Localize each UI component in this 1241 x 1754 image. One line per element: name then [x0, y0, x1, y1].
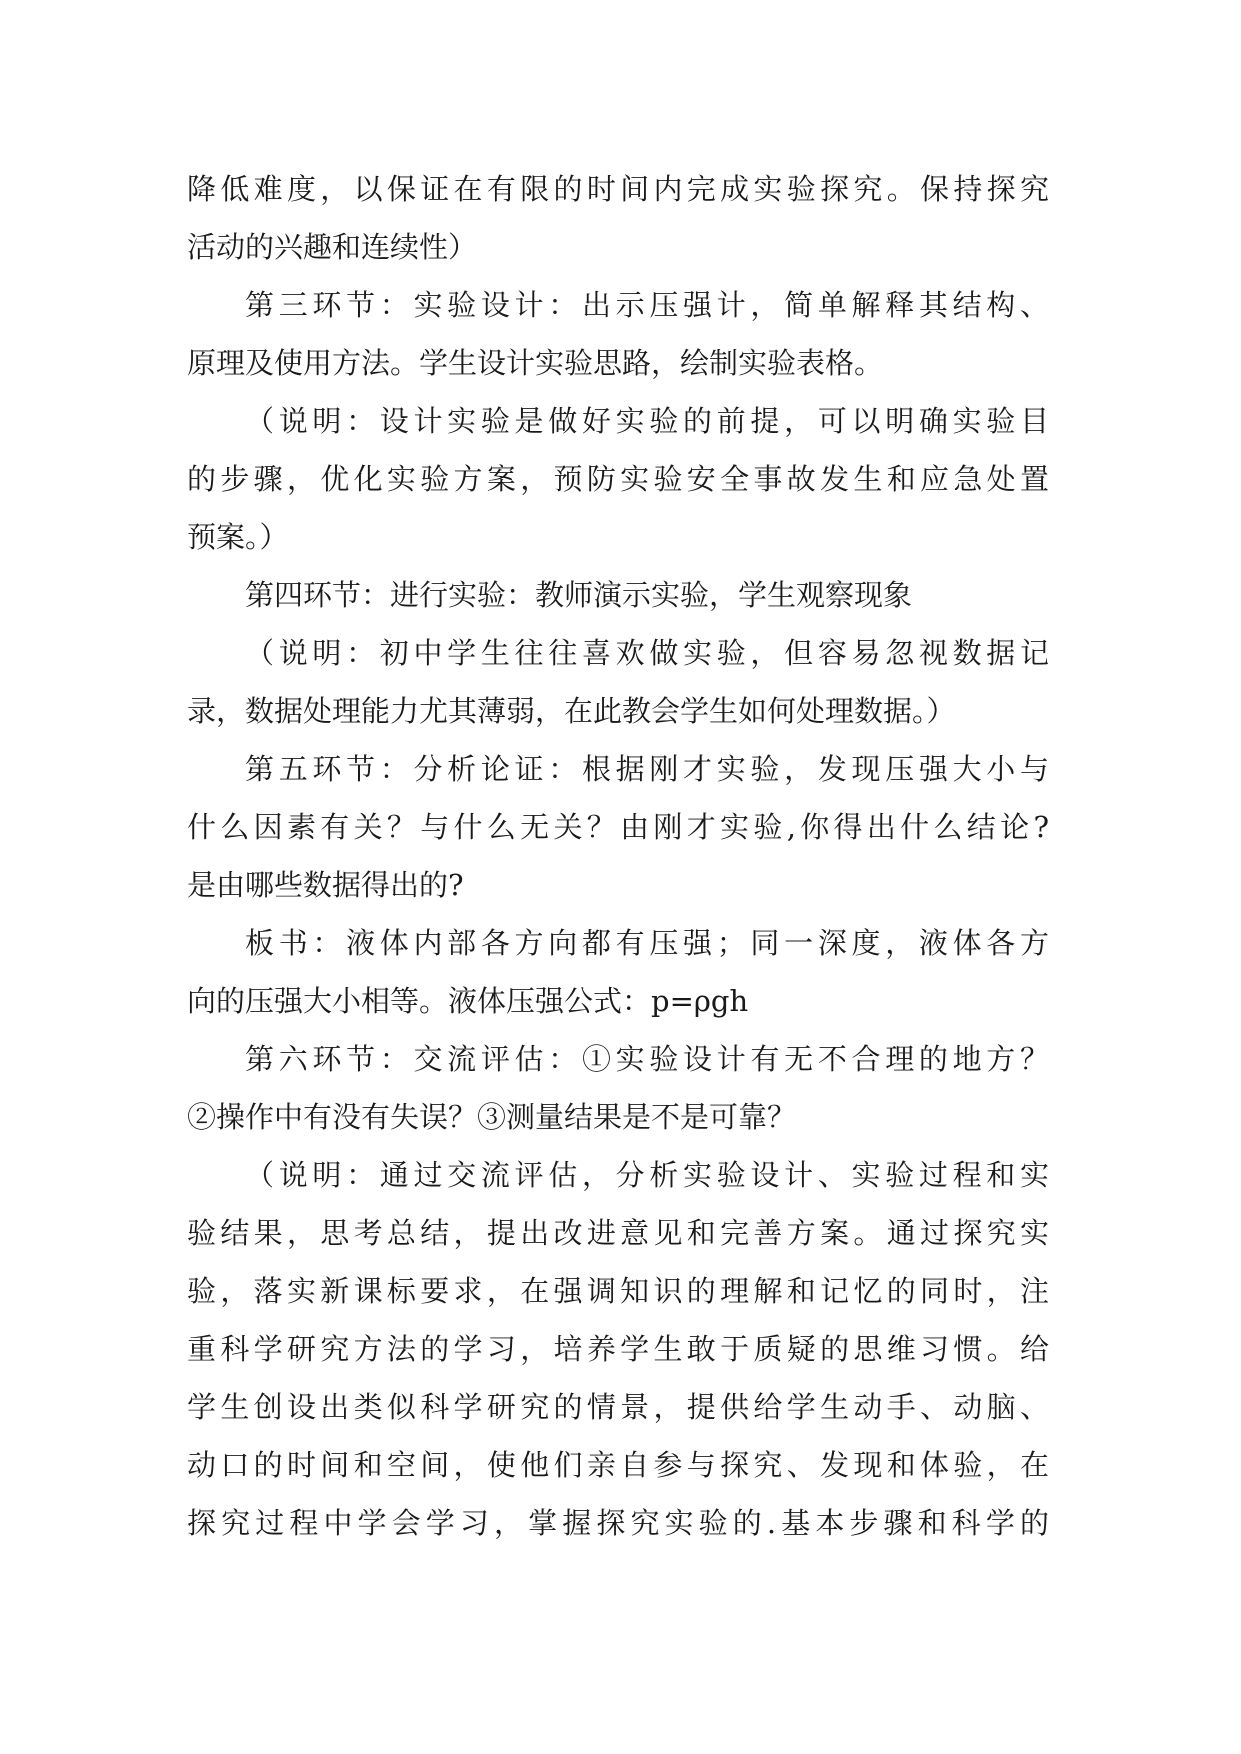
text-line: 降低难度，以保证在有限的时间内完成实验探究。保持探究: [187, 172, 1049, 206]
text-line: 第五环节：分析论证：根据刚才实验，发现压强大小与: [245, 752, 1049, 786]
text-line: 探究过程中学会学习，掌握探究实验的.基本步骤和科学的: [187, 1506, 1049, 1540]
text-line: 第六环节：交流评估：①实验设计有无不合理的地方？: [245, 1042, 1049, 1076]
text-line: （说明：初中学生往往喜欢做实验，但容易忽视数据记: [245, 636, 1049, 670]
text-line: 验，落实新课标要求，在强调知识的理解和记忆的同时，注: [187, 1274, 1049, 1308]
text-line: 板书：液体内部各方向都有压强；同一深度，液体各方: [245, 926, 1049, 960]
text-line: 原理及使用方法。学生设计实验思路，绘制实验表格。: [187, 346, 884, 380]
text-line: 是由哪些数据得出的?: [187, 868, 464, 902]
text-line: （说明：通过交流评估，分析实验设计、实验过程和实: [245, 1158, 1049, 1192]
text-line: 第三环节：实验设计：出示压强计，简单解释其结构、: [245, 288, 1049, 322]
document-body: [187, 160, 1049, 1552]
text-line: 向的压强大小相等。液体压强公式：p=ρgh: [187, 984, 749, 1018]
text-line: 活动的兴趣和连续性）: [187, 230, 478, 264]
text-line: 学生创设出类似科学研究的情景，提供给学生动手、动脑、: [187, 1390, 1049, 1424]
text-line: 录，数据处理能力尤其薄弱，在此教会学生如何处理数据。）: [187, 694, 956, 728]
text-line: 什么因素有关？与什么无关？由刚才实验,你得出什么结论?: [187, 810, 1049, 844]
text-line: 验结果，思考总结，提出改进意见和完善方案。通过探究实: [187, 1216, 1049, 1250]
text-line: 的步骤，优化实验方案，预防实验安全事故发生和应急处置: [187, 462, 1049, 496]
text-line: 重科学研究方法的学习，培养学生敢于质疑的思维习惯。给: [187, 1332, 1049, 1366]
text-line: 预案。）: [187, 520, 289, 554]
text-line: 动口的时间和空间，使他们亲自参与探究、发现和体验，在: [187, 1448, 1049, 1482]
text-line: ②操作中有没有失误？③测量结果是不是可靠？: [187, 1100, 797, 1134]
text-line: （说明：设计实验是做好实验的前提，可以明确实验目: [245, 404, 1049, 438]
text-line: 第四环节：进行实验：教师演示实验，学生观察现象: [245, 578, 913, 612]
